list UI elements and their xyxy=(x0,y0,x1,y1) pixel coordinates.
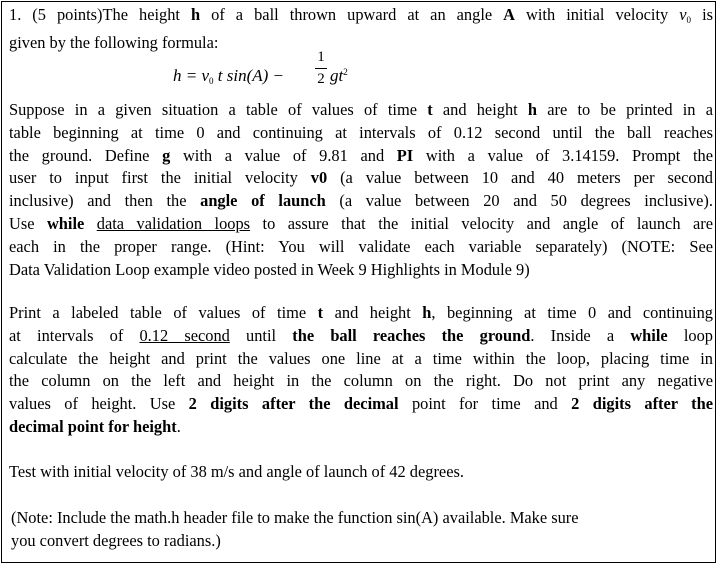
para2-line-1: Suppose in a given situation a table of values of time t and height h are to be printed in a xyxy=(9,100,713,119)
para2-line-3: the ground. Define g with a value of 9.81 and PI with a value of 3.14159. Prompt the xyxy=(9,145,713,165)
para3-line-3: calculate the height and print the values one line at a time within the loop, placing time in xyxy=(9,348,713,368)
para3-line-5: values of height. Use 2 digits after the decimal point for time and 2 digits after the xyxy=(9,394,713,414)
para2-line-8: Data Validation Loop example video posted in Week 9 Highlights in Module 9) xyxy=(9,259,530,279)
para4-line-1: Test with initial velocity of 38 m/s and angle of launch of 42 degrees. xyxy=(9,462,464,481)
page: 1. (5 points)The height h of a ball thrown upward at an angle A with initial velocity $v_0$ is given by the following formula: $h = v_0$ t sin(A) − 1 2 $gt^2$ Suppose in a given situation a table of values of time t and height h are to be printed in a table beginning at time 0 and continuing at intervals of 0.12 second until the ball reaches the ground. Define g with a value of 9.81 and PI with a value of 3.14159. Prompt the user to input first the initial velocity v0 (a value between 10 and 40 meters per second inclusive) and then the angle of launch (a value between 20 and 50 degrees inclusive). Use while data validation loops to assure that the initial velocity and angle of launch are each in the proper range. (Hint: You will validate each variable separately) (NOTE: See Data Validation Loop example video posted in Week 9 Highlights in Module 9) Print a labeled table of values of time t and height h, beginning at time 0 and continuing at intervals of 0.12 second until the ball reaches the ground. Inside a while loop calculate the height and print the values one line at a time within the loop, placing time in the column on the left and height in the column on the right. Do not print any negative values of height. Use 2 digits after the decimal point for time and 2 digits after the decimal point for height. Test with initial velocity of 38 m/s and angle of launch of 42 degrees. (Note: Include the math.h header file to make the function sin(A) available. Make sure you convert degrees to radians.) xyxy=(0,0,719,566)
paragraph-test-values xyxy=(9,461,713,484)
para5-line-2: you convert degrees to radians.) xyxy=(11,530,221,550)
para3-line-1: Print a labeled table of values of time t and height h, beginning at time 0 and continuing xyxy=(9,303,713,322)
para2-line-6: Use while data validation loops to assure that the initial velocity and angle of launch are xyxy=(9,213,713,233)
para2-line-2: table beginning at time 0 and continuing at intervals of 0.12 second until the ball reaches xyxy=(9,122,713,142)
problem-intro xyxy=(9,4,713,55)
intro-line-2: given by the following formula: xyxy=(9,32,219,52)
para2-line-4: user to input first the initial velocity v0 (a value between 10 and 40 meters per second xyxy=(9,168,713,188)
paragraph-note xyxy=(11,507,715,553)
intro-line-1: 1. (5 points)The height h of a ball thrown upward at an angle A with initial velocity $v_0$ is xyxy=(9,5,713,25)
formula-fraction: 1 2 xyxy=(315,48,327,89)
paragraph-table-instructions xyxy=(9,302,713,439)
paragraph-instructions xyxy=(9,99,713,281)
para3-line-2: at intervals of 0.12 second until the ball reaches the ground. Inside a while loop xyxy=(9,325,713,345)
para3-line-6: decimal point for height. xyxy=(9,416,181,436)
para2-line-7: each in the proper range. (Hint: You will validate each variable separately) (NOTE: See xyxy=(9,236,713,256)
para2-line-5: inclusive) and then the angle of launch (a value between 20 and 50 degrees inclusive). xyxy=(9,191,713,211)
para5-line-1: (Note: Include the math.h header file to make the function sin(A) available. Make sure xyxy=(11,508,579,527)
para3-line-4: the column on the left and height in the column on the right. Do not print any negative xyxy=(9,371,713,391)
